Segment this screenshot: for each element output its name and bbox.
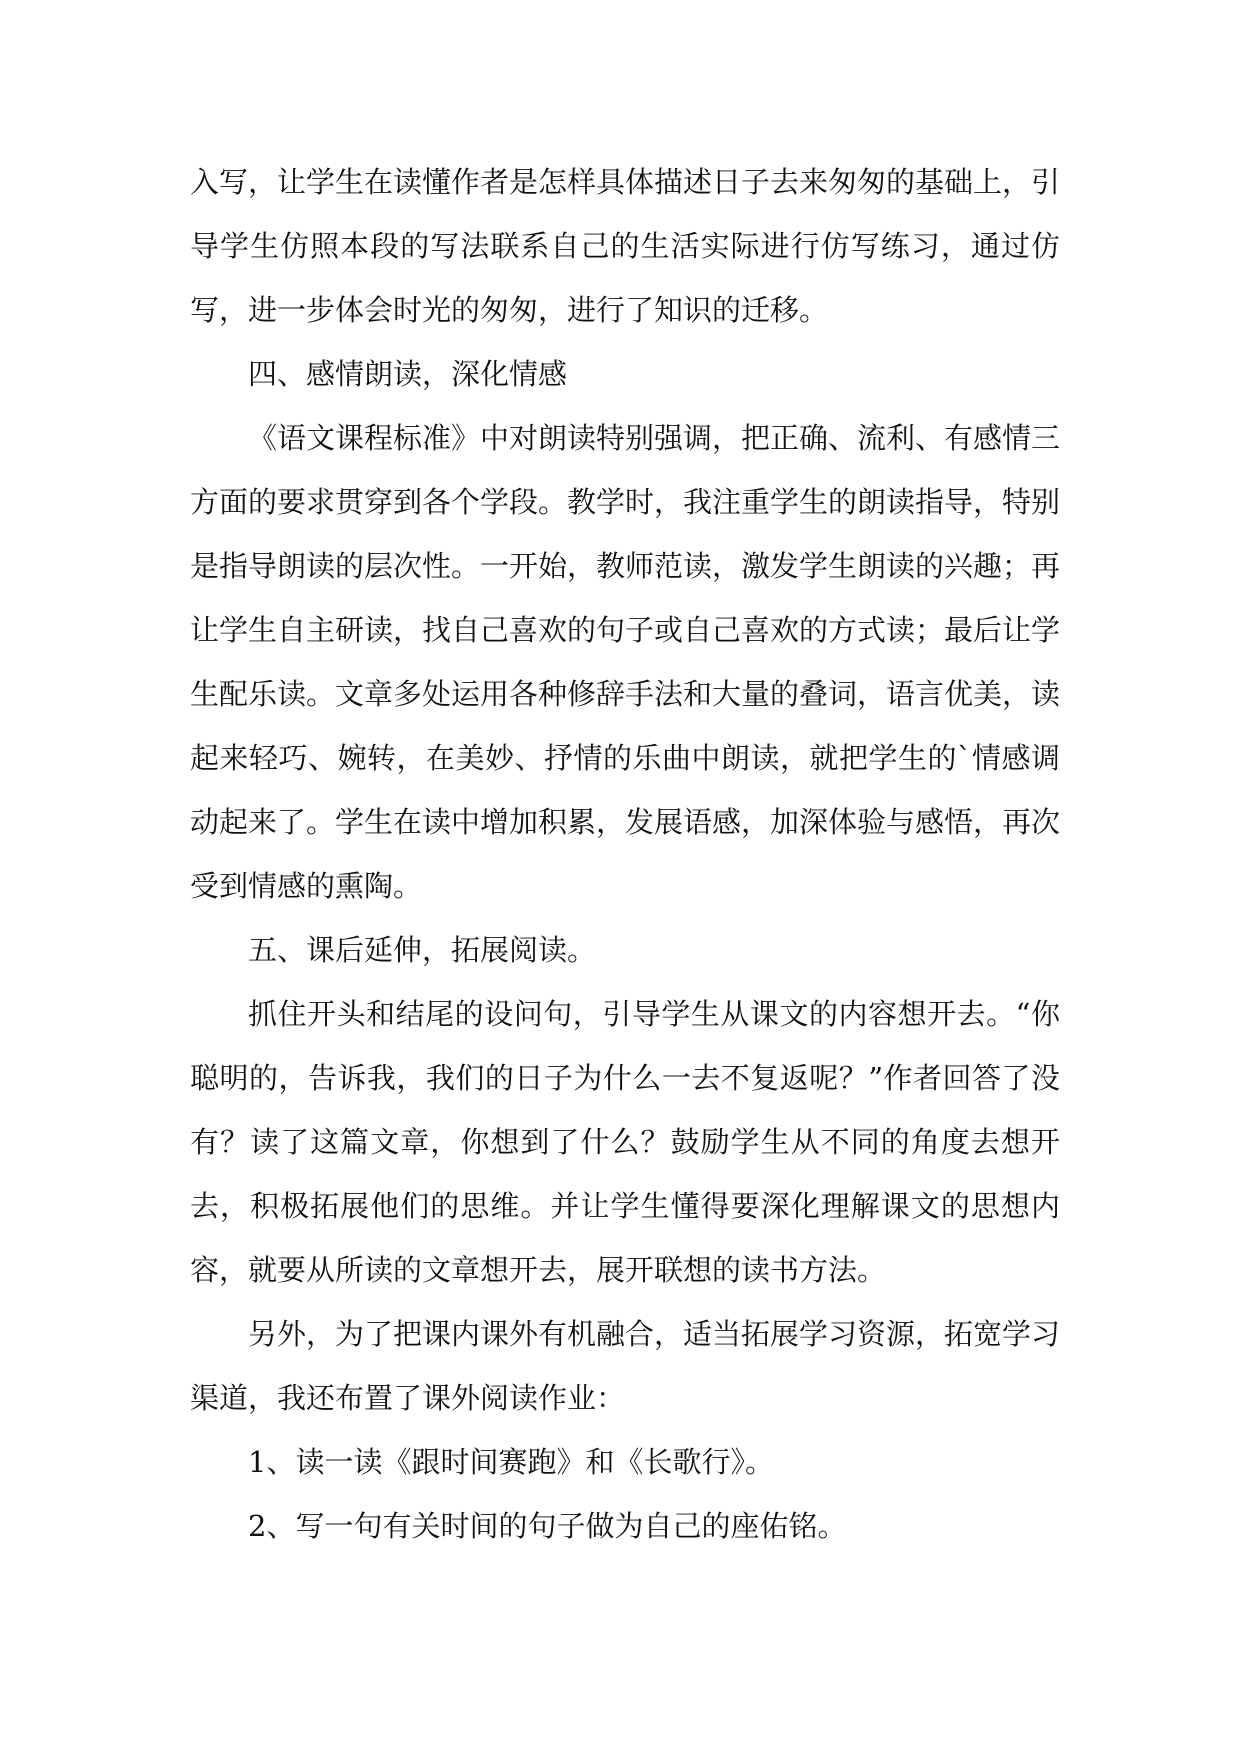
section-heading-five: 五、课后延伸，拓展阅读。: [248, 933, 597, 967]
list-item-homework-1: 1、读一读《跟时间赛跑》和《长歌行》。: [248, 1445, 774, 1479]
paragraph-extension: 抓住开头和结尾的设问句，引导学生从课文的内容想开去。“你聪明的，告诉我，我们的日子为什么一去不复返呢？”作者回答了没有？读了这篇文章，你想到了什么？鼓励学生从不同的角度去想开去，积极拓展他们的思维。并让学生懂得要深化理解课文的思想内容，就要从所读的文章想开去，展开联想的读书方法。: [190, 997, 1060, 1287]
paragraph-homework-intro: 另外，为了把课内课外有机融合，适当拓展学习资源，拓宽学习渠道，我还布置了课外阅读作业：: [190, 1317, 1061, 1415]
paragraph-reading-guidance: 《语文课程标准》中对朗读特别强调，把正确、流利、有感情三方面的要求贯穿到各个学段。教学时，我注重学生的朗读指导，特别是指导朗读的层次性。一开始，教师范读，激发学生朗读的兴趣；再让学生自主研读，找自己喜欢的句子或自己喜欢的方式读；最后让学生配乐读。文章多处运用各种修辞手法和大量的叠词，语言优美，读起来轻巧、婉转，在美妙、抒情的乐曲中朗读，就把学生的`情感调动起来了。学生在读中增加积累，发展语感，加深体验与感悟，再次受到情感的熏陶。: [190, 421, 1061, 903]
list-item-homework-2: 2、写一句有关时间的句子做为自己的座佑铭。: [248, 1509, 847, 1543]
paragraph-continuation: 入写，让学生在读懂作者是怎样具体描述日子去来匆匆的基础上，引导学生仿照本段的写法联系自己的生活实际进行仿写练习，通过仿写，进一步体会时光的匆匆，进行了知识的迁移。: [190, 165, 1061, 327]
section-heading-four: 四、感情朗读，深化情感: [248, 357, 568, 391]
document-body: [190, 150, 1060, 1558]
